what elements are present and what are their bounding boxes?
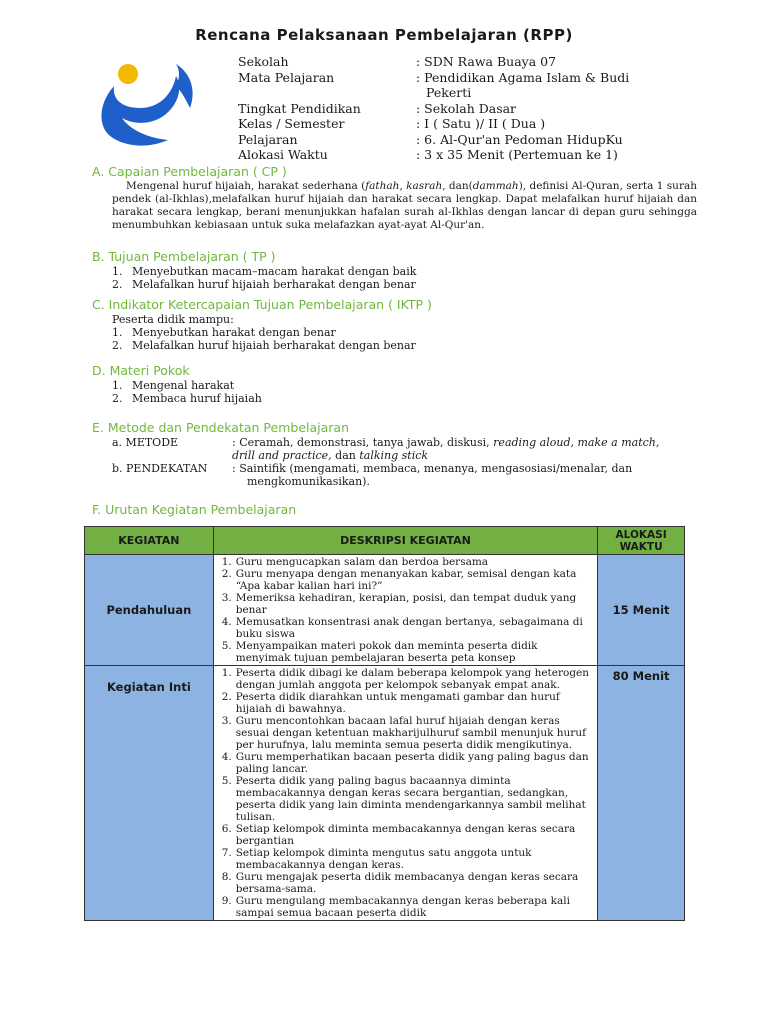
- section-heading: D. Materi Pokok: [92, 363, 190, 378]
- list-item: 2. Melafalkan huruf hijaiah berharakat dengan benar: [112, 278, 416, 291]
- table-header: KEGIATAN: [85, 527, 214, 555]
- info-label: Alokasi Waktu: [238, 147, 328, 162]
- approach-key: b. PENDEKATAN: [112, 462, 208, 475]
- info-value: : 3 x 35 Menit (Pertemuan ke 1): [416, 147, 618, 162]
- school-logo-icon: [96, 56, 206, 156]
- list-item: 1. Menyebutkan macam–macam harakat dengan baik: [112, 265, 417, 278]
- method-key: a. METODE: [112, 436, 179, 449]
- activity-duration: 80 Menit: [598, 666, 685, 921]
- info-label: Sekolah: [238, 54, 289, 69]
- list-item: 1. Menyebutkan harakat dengan benar: [112, 326, 336, 339]
- info-label: Mata Pelajaran: [238, 69, 335, 85]
- section-c: [92, 298, 692, 352]
- info-value: : SDN Rawa Buaya 07: [416, 54, 557, 69]
- section-b: [92, 250, 692, 291]
- section-heading: C. Indikator Ketercapaian Tujuan Pembelajaran ( IKTP ): [92, 297, 432, 312]
- section-e: [92, 421, 692, 488]
- info-label: Kelas / Semester: [238, 116, 345, 131]
- table-header: DESKRIPSI KEGIATAN: [213, 527, 597, 555]
- page-title: Rencana Pelaksanaan Pembelajaran (RPP): [195, 26, 573, 44]
- info-value: : I ( Satu )/ II ( Dua ): [416, 116, 546, 131]
- list-item: 2. Melafalkan huruf hijaiah berharakat dengan benar: [112, 339, 416, 352]
- info-label: Pelajaran: [238, 131, 298, 147]
- activity-name: Kegiatan Inti: [85, 666, 214, 921]
- section-intro: Peserta didik mampu:: [112, 313, 234, 326]
- activity-duration: 15 Menit: [598, 555, 685, 666]
- section-d: [92, 364, 692, 405]
- activity-description: 1. Peserta didik dibagi ke dalam beberapa kelompok yang heterogen dengan jumlah anggota per kelompok sebanyak empat anak. 2. Peserta didik diarahkan untuk mengamati gambar dan huruf hijaiah di bawahnya. 3. Guru mencontohkan bacaan lafal huruf hijaiah dengan keras sesuai dengan ketentuan makharijulhuruf sambil menunjuk huruf per hurufnya, lalu meminta semua peserta didik mengikutinya. 4. Guru memperhatikan bacaan peserta didik yang paling bagus dan paling lancar. 5. Peserta didik yang paling bagus bacaannya diminta membacakannya dengan keras secara bergantian, sedangkan, peserta didik yang lain diminta mendengarkannya sambil melihat tulisan. 6. Setiap kelompok diminta membacakannya dengan keras secara bergantian 7. Setiap kelompok diminta mengutus satu anggota untuk membacakannya dengan keras. 8. Guru mengajak peserta didik membacanya dengan keras secara bersama-sama. 9. Guru mengulang membacakannya dengan keras beberapa kali sampai semua bacaan peserta didik: [213, 666, 597, 921]
- table-header: ALOKASI WAKTU: [598, 527, 685, 555]
- activity-name: Pendahuluan: [85, 555, 214, 666]
- section-f: [92, 503, 692, 518]
- info-label: Tingkat Pendidikan: [238, 100, 361, 116]
- activity-description: 1. Guru mengucapkan salam dan berdoa bersama 2. Guru menyapa dengan menanyakan kabar, semisal dengan kata “Apa kabar kalian hari ini?” 3. Memeriksa kehadiran, kerapian, posisi, dan tempat duduk yang benar 4. Memusatkan konsentrasi anak dengan bertanya, sebagaimana di buku siswa 5. Menyampaikan materi pokok dan meminta peserta didik menyimak tujuan pembelajaran beserta peta konsep: [213, 555, 597, 666]
- method-value: : Ceramah, demonstrasi, tanya jawab, diskusi, reading aloud, make a match, drill and practice, dan talking stick: [232, 436, 660, 462]
- section-heading: A. Capaian Pembelajaran ( CP ): [92, 164, 287, 179]
- list-item: 1. Mengenal harakat: [112, 379, 235, 392]
- approach-value: : Saintifik (mengamati, membaca, menanya, mengasosiasi/menalar, dan mengkomunikasikan).: [232, 462, 633, 488]
- info-value: : Pendidikan Agama Islam & Budi: [416, 69, 630, 85]
- info-value-cont: Pekerti: [426, 85, 472, 100]
- table-row: [85, 555, 685, 666]
- identity-table: [238, 54, 706, 163]
- section-heading: F. Urutan Kegiatan Pembelajaran: [92, 502, 297, 517]
- section-a: [92, 164, 697, 232]
- info-value: : Sekolah Dasar: [416, 100, 517, 116]
- activity-table: [84, 526, 685, 921]
- list-item: 2. Membaca huruf hijaiah: [112, 392, 262, 405]
- info-value: : 6. Al-Qur'an Pedoman HidupKu: [416, 131, 623, 147]
- table-row: [85, 666, 685, 921]
- cp-paragraph: Mengenal huruf hijaiah, harakat sederhana (fathah, kasrah, dan(dammah), definisi Al-Quran, serta 1 surah pendek (al-Ikhlas),melafalkan huruf hijaiah dan harakat secara lengkap. Dapat melafalkan huruf hijaiah dan harakat secara lengkap, berani menunjukkan hafalan surah al-Ikhlas dengan lancar di depan guru sehingga menumbuhkan kebiasaan untuk suka melafazkan ayat-ayat Al-Qur'an.: [112, 180, 697, 231]
- section-heading: E. Metode dan Pendekatan Pembelajaran: [92, 420, 349, 435]
- section-heading: B. Tujuan Pembelajaran ( TP ): [92, 249, 276, 264]
